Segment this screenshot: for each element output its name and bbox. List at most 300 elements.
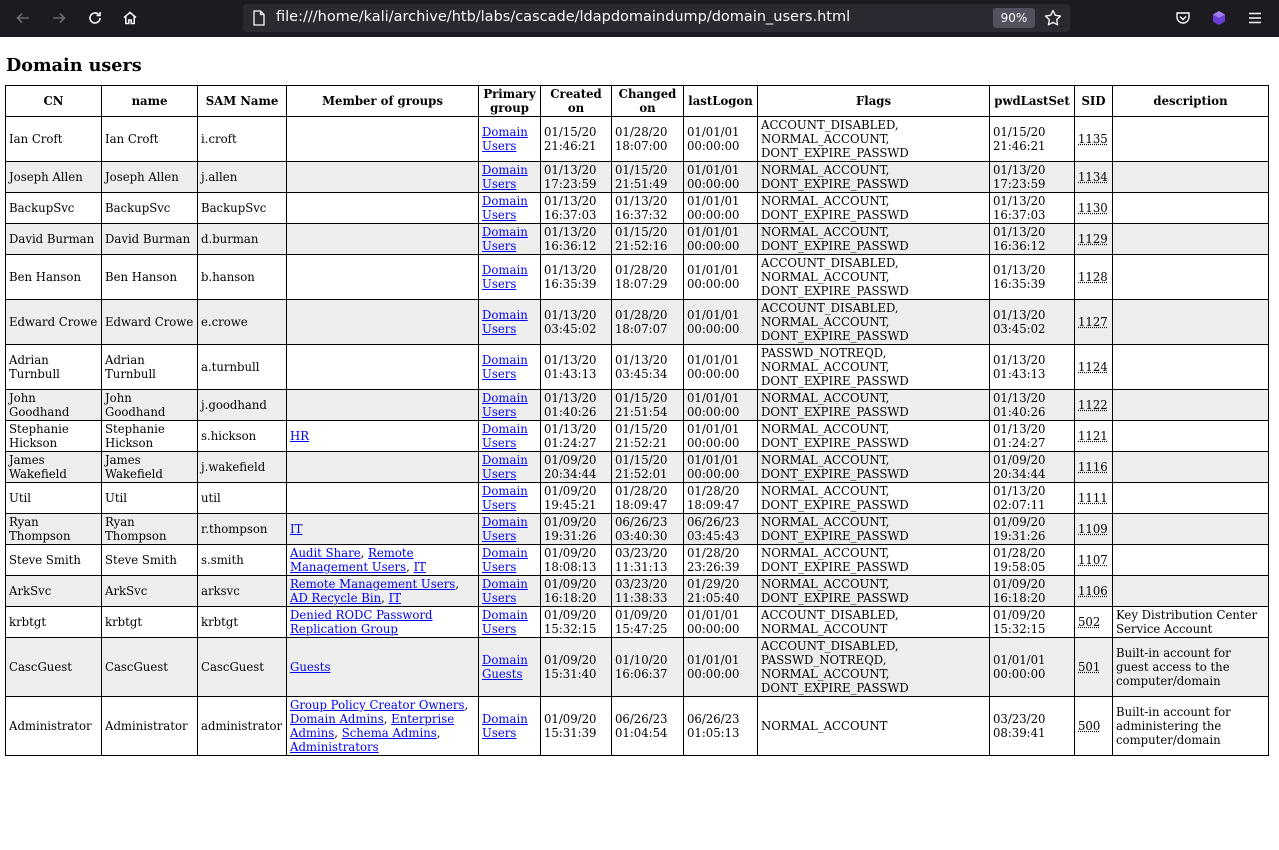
table-row [6,390,1269,421]
sid-cell [1075,697,1113,756]
back-icon[interactable] [10,6,36,30]
primary-group-link[interactable]: Domain Users [482,484,528,512]
member-of-groups-cell [287,162,479,193]
table-row [6,514,1269,545]
sid-cell [1075,576,1113,607]
last-logon-cell: 01/01/01 00:00:00 [684,345,758,390]
primary-group-cell [479,162,541,193]
name-cell: Ryan Thompson [102,514,198,545]
sid-value[interactable]: 1135 [1078,132,1108,146]
flags-cell [758,255,990,300]
sid-cell [1075,452,1113,483]
zoom-level[interactable]: 90% [993,8,1035,28]
group-link[interactable]: IT [388,591,402,605]
cn-cell: David Burman [6,224,102,255]
created-on-cell: 01/13/20 01:40:26 [541,390,612,421]
group-link[interactable]: HR [290,429,309,443]
flag-text: NORMAL_ACCOUNT, [761,194,890,208]
flag-text: NORMAL_ACCOUNT, [761,163,890,177]
changed-on-cell: 01/13/20 03:45:34 [612,345,684,390]
created-on-cell: 01/09/20 19:45:21 [541,483,612,514]
sid-cell [1075,224,1113,255]
created-on-cell: 01/13/20 16:36:12 [541,224,612,255]
sid-cell [1075,638,1113,697]
changed-on-cell: 01/10/20 16:06:37 [612,638,684,697]
description-cell [1113,162,1269,193]
table-row [6,697,1269,756]
primary-group-cell [479,193,541,224]
table-row [6,545,1269,576]
flag-text: ACCOUNT_DISABLED, [761,256,899,270]
flag-text: NORMAL_ACCOUNT, [761,391,890,405]
last-logon-cell: 01/01/01 00:00:00 [684,452,758,483]
table-row [6,117,1269,162]
group-link[interactable]: IT [413,560,426,574]
flag-text: DONT_EXPIRE_PASSWD [761,681,909,695]
flags-cell [758,607,990,638]
changed-on-cell: 01/13/20 16:37:32 [612,193,684,224]
column-header: Primary group [479,86,541,117]
name-cell: Ian Croft [102,117,198,162]
sid-cell [1075,117,1113,162]
description-cell [1113,117,1269,162]
pwd-last-set-cell: 01/13/20 17:23:59 [990,162,1075,193]
flag-text: PASSWD_NOTREQD, [761,653,887,667]
column-header: Created on [541,86,612,117]
primary-group-cell [479,514,541,545]
sid-cell [1075,607,1113,638]
member-of-groups-cell [287,193,479,224]
flag-text: NORMAL_ACCOUNT, [761,515,890,529]
changed-on-cell: 06/26/23 01:04:54 [612,697,684,756]
pwd-last-set-cell: 01/13/20 16:37:03 [990,193,1075,224]
cn-cell: James Wakefield [6,452,102,483]
column-header: SID [1075,86,1113,117]
description-cell [1113,345,1269,390]
sid-cell [1075,421,1113,452]
sam-name-cell: e.crowe [198,300,287,345]
column-header: SAM Name [198,86,287,117]
primary-group-cell [479,224,541,255]
pwd-last-set-cell: 01/13/20 01:24:27 [990,421,1075,452]
pwd-last-set-cell: 01/13/20 01:43:13 [990,345,1075,390]
flags-cell [758,117,990,162]
primary-group-cell [479,607,541,638]
created-on-cell: 01/13/20 01:24:27 [541,421,612,452]
sam-name-cell: b.hanson [198,255,287,300]
sid-value[interactable]: 1111 [1078,491,1108,505]
last-logon-cell: 06/26/23 01:05:13 [684,697,758,756]
changed-on-cell: 01/15/20 21:52:21 [612,421,684,452]
flag-text: DONT_EXPIRE_PASSWD [761,239,909,253]
sam-name-cell: d.burman [198,224,287,255]
last-logon-cell: 01/01/01 00:00:00 [684,607,758,638]
flags-cell [758,421,990,452]
flag-text: DONT_EXPIRE_PASSWD [761,284,909,298]
cn-cell: Util [6,483,102,514]
member-of-groups-cell [287,421,479,452]
sam-name-cell: r.thompson [198,514,287,545]
flag-text: NORMAL_ACCOUNT, [761,577,890,591]
sam-name-cell: arksvc [198,576,287,607]
primary-group-cell [479,638,541,697]
flag-text: ACCOUNT_DISABLED, [761,301,899,315]
primary-group-link[interactable]: Domain Users [482,225,528,253]
table-row [6,224,1269,255]
cn-cell: Steve Smith [6,545,102,576]
browser-toolbar [0,0,1279,38]
changed-on-cell: 01/15/20 21:52:01 [612,452,684,483]
primary-group-cell [479,390,541,421]
member-of-groups-cell [287,638,479,697]
flag-text: NORMAL_ACCOUNT, [761,225,890,239]
name-cell: BackupSvc [102,193,198,224]
sid-cell [1075,300,1113,345]
pwd-last-set-cell: 01/13/20 03:45:02 [990,300,1075,345]
table-header-row [6,86,1269,117]
name-cell: Util [102,483,198,514]
created-on-cell: 01/15/20 21:46:21 [541,117,612,162]
cn-cell: Ben Hanson [6,255,102,300]
table-row [6,300,1269,345]
group-link[interactable]: Denied RODC Password Replication Group [290,608,433,636]
description-cell: Key Distribution Center Service Account [1113,607,1269,638]
primary-group-cell [479,452,541,483]
description-cell [1113,224,1269,255]
last-logon-cell: 01/28/20 18:09:47 [684,483,758,514]
name-cell: Steve Smith [102,545,198,576]
sam-name-cell: j.goodhand [198,390,287,421]
primary-group-link[interactable]: Domain Users [482,546,528,574]
primary-group-link[interactable]: Domain Guests [482,653,528,681]
member-of-groups-cell: Group Policy Creator Owners, Domain Admins, Enterprise Admins, Schema Admins, Administrators [287,697,479,756]
name-cell: James Wakefield [102,452,198,483]
primary-group-link[interactable]: Domain Users [482,515,528,543]
primary-group-link[interactable]: Domain Users [482,263,528,291]
flag-text: ACCOUNT_DISABLED, [761,639,899,653]
table-row [6,345,1269,390]
flags-cell [758,697,990,756]
changed-on-cell: 03/23/20 11:31:13 [612,545,684,576]
member-of-groups-cell [287,224,479,255]
description-cell [1113,452,1269,483]
last-logon-cell: 01/01/01 00:00:00 [684,162,758,193]
sid-value[interactable]: 1129 [1078,232,1108,246]
created-on-cell: 01/09/20 19:31:26 [541,514,612,545]
sid-value[interactable]: 1130 [1078,201,1108,215]
sid-value[interactable]: 500 [1078,719,1101,733]
sid-cell [1075,162,1113,193]
created-on-cell: 01/13/20 01:43:13 [541,345,612,390]
group-link[interactable]: Administrators [290,740,379,754]
sam-name-cell: util [198,483,287,514]
description-cell [1113,514,1269,545]
last-logon-cell: 01/01/01 00:00:00 [684,421,758,452]
flag-text: NORMAL_ACCOUNT, [761,360,890,374]
primary-group-link[interactable]: Domain Users [482,194,528,222]
pwd-last-set-cell: 01/09/20 20:34:44 [990,452,1075,483]
description-cell: Built-in account for guest access to the computer/domain [1113,638,1269,697]
sam-name-cell: s.hickson [198,421,287,452]
last-logon-cell: 01/01/01 00:00:00 [684,390,758,421]
table-row [6,255,1269,300]
column-header: name [102,86,198,117]
page-title: Domain users [6,55,142,76]
flags-cell [758,300,990,345]
group-link[interactable]: Guests [290,660,331,674]
column-header: CN [6,86,102,117]
sam-name-cell: administrator [198,697,287,756]
primary-group-link[interactable]: Domain Users [482,453,528,481]
domain-users-table [5,85,1269,756]
group-link[interactable]: Remote Management Users [290,577,456,591]
sam-name-cell: BackupSvc [198,193,287,224]
created-on-cell: 01/09/20 18:08:13 [541,545,612,576]
sid-value[interactable]: 1127 [1078,315,1108,329]
sid-cell [1075,345,1113,390]
table-row [6,452,1269,483]
created-on-cell: 01/13/20 03:45:02 [541,300,612,345]
flag-text: ACCOUNT_DISABLED, [761,608,899,622]
flag-text: NORMAL_ACCOUNT [761,622,888,636]
page-icon [252,10,266,31]
member-of-groups-cell [287,452,479,483]
changed-on-cell: 01/28/20 18:07:29 [612,255,684,300]
flags-cell [758,390,990,421]
primary-group-link[interactable]: Domain Users [482,163,528,191]
primary-group-link[interactable]: Domain Users [482,422,528,450]
changed-on-cell: 01/15/20 21:52:16 [612,224,684,255]
group-link[interactable]: Group Policy Creator Owners [290,698,465,712]
primary-group-cell [479,697,541,756]
pwd-last-set-cell: 01/13/20 01:40:26 [990,390,1075,421]
group-link[interactable]: Enterprise Admins [290,712,455,740]
flag-text: DONT_EXPIRE_PASSWD [761,329,909,343]
sid-value[interactable]: 1122 [1078,398,1108,412]
flag-text: ACCOUNT_DISABLED, [761,118,899,132]
column-header: description [1113,86,1269,117]
pwd-last-set-cell: 01/09/20 15:32:15 [990,607,1075,638]
cn-cell: Joseph Allen [6,162,102,193]
sam-name-cell: a.turnbull [198,345,287,390]
description-cell [1113,483,1269,514]
name-cell: John Goodhand [102,390,198,421]
created-on-cell: 01/09/20 16:18:20 [541,576,612,607]
flag-text: NORMAL_ACCOUNT, [761,667,890,681]
flags-cell [758,193,990,224]
flag-text: NORMAL_ACCOUNT, [761,132,890,146]
last-logon-cell: 01/01/01 00:00:00 [684,193,758,224]
description-cell [1113,545,1269,576]
primary-group-cell [479,117,541,162]
group-link[interactable]: Remote Management Users [290,546,414,574]
changed-on-cell: 01/15/20 21:51:49 [612,162,684,193]
pwd-last-set-cell: 01/13/20 16:36:12 [990,224,1075,255]
last-logon-cell: 01/01/01 00:00:00 [684,255,758,300]
flag-text: DONT_EXPIRE_PASSWD [761,374,909,388]
name-cell: ArkSvc [102,576,198,607]
last-logon-cell: 01/01/01 00:00:00 [684,300,758,345]
name-cell: Joseph Allen [102,162,198,193]
flags-cell [758,483,990,514]
flag-text: PASSWD_NOTREQD, [761,346,887,360]
table-row [6,483,1269,514]
column-header: Flags [758,86,990,117]
primary-group-cell [479,545,541,576]
flag-text: NORMAL_ACCOUNT, [761,315,890,329]
flag-text: DONT_EXPIRE_PASSWD [761,591,909,605]
flags-cell [758,452,990,483]
sid-value[interactable]: 1134 [1078,170,1108,184]
pocket-icon[interactable] [1170,6,1196,30]
group-link[interactable]: Schema Admins [341,726,437,740]
cn-cell: John Goodhand [6,390,102,421]
column-header: lastLogon [684,86,758,117]
primary-group-link[interactable]: Domain Users [482,125,528,153]
sid-value[interactable]: 501 [1078,660,1101,674]
primary-group-cell [479,345,541,390]
flag-text: DONT_EXPIRE_PASSWD [761,529,909,543]
flag-text: NORMAL_ACCOUNT [761,719,888,733]
sid-value[interactable]: 1121 [1078,429,1108,443]
changed-on-cell: 01/28/20 18:07:07 [612,300,684,345]
group-link[interactable]: Domain Admins [290,712,384,726]
description-cell [1113,193,1269,224]
sid-value[interactable]: 1109 [1078,522,1108,536]
pwd-last-set-cell: 01/28/20 19:58:05 [990,545,1075,576]
flag-text: NORMAL_ACCOUNT, [761,453,890,467]
sam-name-cell: s.smith [198,545,287,576]
primary-group-cell [479,483,541,514]
sid-cell [1075,390,1113,421]
member-of-groups-cell [287,255,479,300]
created-on-cell: 01/09/20 20:34:44 [541,452,612,483]
group-link[interactable]: AD Recycle Bin [290,591,382,605]
sam-name-cell: j.allen [198,162,287,193]
name-cell: Stephanie Hickson [102,421,198,452]
flag-text: DONT_EXPIRE_PASSWD [761,436,909,450]
description-cell [1113,421,1269,452]
changed-on-cell: 01/28/20 18:09:47 [612,483,684,514]
sid-value[interactable]: 1106 [1078,584,1108,598]
name-cell: Administrator [102,697,198,756]
flag-text: DONT_EXPIRE_PASSWD [761,146,909,160]
pwd-last-set-cell: 01/09/20 16:18:20 [990,576,1075,607]
created-on-cell: 01/09/20 15:31:40 [541,638,612,697]
table-row [6,607,1269,638]
pwd-last-set-cell: 01/15/20 21:46:21 [990,117,1075,162]
sid-value[interactable]: 502 [1078,615,1101,629]
cn-cell: Ian Croft [6,117,102,162]
table-row [6,421,1269,452]
sid-cell [1075,193,1113,224]
table-row [6,162,1269,193]
primary-group-cell [479,421,541,452]
name-cell: Edward Crowe [102,300,198,345]
cn-cell: BackupSvc [6,193,102,224]
name-cell: CascGuest [102,638,198,697]
column-header: pwdLastSet [990,86,1075,117]
sid-value[interactable]: 1128 [1078,270,1108,284]
primary-group-link[interactable]: Domain Users [482,353,528,381]
cn-cell: krbtgt [6,607,102,638]
last-logon-cell: 01/29/20 21:05:40 [684,576,758,607]
url-text[interactable]: file:///home/kali/archive/htb/labs/cascade/ldapdomaindump/domain_users.html [276,9,851,25]
sid-value[interactable]: 1116 [1078,460,1108,474]
pwd-last-set-cell: 01/09/20 19:31:26 [990,514,1075,545]
flags-cell [758,224,990,255]
table-row [6,193,1269,224]
flag-text: NORMAL_ACCOUNT, [761,270,890,284]
flag-text: NORMAL_ACCOUNT, [761,546,890,560]
description-cell [1113,300,1269,345]
address-bar[interactable] [243,4,1070,32]
description-cell: Built-in account for administering the computer/domain [1113,697,1269,756]
last-logon-cell: 01/01/01 00:00:00 [684,638,758,697]
pwd-last-set-cell: 01/13/20 02:07:11 [990,483,1075,514]
flags-cell [758,576,990,607]
pwd-last-set-cell: 01/01/01 00:00:00 [990,638,1075,697]
primary-group-link[interactable]: Domain Users [482,577,528,605]
primary-group-link[interactable]: Domain Users [482,608,528,636]
sam-name-cell: CascGuest [198,638,287,697]
pwd-last-set-cell: 01/13/20 16:35:39 [990,255,1075,300]
table-row [6,576,1269,607]
created-on-cell: 01/13/20 16:37:03 [541,193,612,224]
forward-icon[interactable] [46,6,72,30]
flag-text: NORMAL_ACCOUNT, [761,484,890,498]
member-of-groups-cell [287,390,479,421]
flag-text: DONT_EXPIRE_PASSWD [761,208,909,222]
sam-name-cell: krbtgt [198,607,287,638]
name-cell: Adrian Turnbull [102,345,198,390]
sid-value[interactable]: 1124 [1078,360,1108,374]
primary-group-link[interactable]: Domain Users [482,391,528,419]
flag-text: NORMAL_ACCOUNT, [761,422,890,436]
group-link[interactable]: Audit Share [290,546,361,560]
cn-cell: ArkSvc [6,576,102,607]
description-cell [1113,390,1269,421]
primary-group-cell [479,576,541,607]
page-content [0,37,1279,850]
cn-cell: Ryan Thompson [6,514,102,545]
column-header: Changed on [612,86,684,117]
primary-group-cell [479,300,541,345]
menu-icon[interactable] [1242,6,1268,30]
bookmark-star-icon[interactable] [1044,9,1062,32]
group-link[interactable]: IT [290,522,303,536]
changed-on-cell: 06/26/23 03:40:30 [612,514,684,545]
created-on-cell: 01/09/20 15:32:15 [541,607,612,638]
primary-group-cell [479,255,541,300]
sid-value[interactable]: 1107 [1078,553,1108,567]
primary-group-link[interactable]: Domain Users [482,712,528,740]
reload-icon[interactable] [82,6,108,30]
flag-text: DONT_EXPIRE_PASSWD [761,177,909,191]
last-logon-cell: 01/01/01 00:00:00 [684,224,758,255]
sid-cell [1075,255,1113,300]
created-on-cell: 01/09/20 15:31:39 [541,697,612,756]
cn-cell: CascGuest [6,638,102,697]
changed-on-cell: 01/28/20 18:07:00 [612,117,684,162]
primary-group-link[interactable]: Domain Users [482,308,528,336]
flags-cell [758,162,990,193]
sid-cell [1075,514,1113,545]
flags-cell [758,545,990,576]
flags-cell [758,514,990,545]
extension-icon[interactable] [1206,6,1232,30]
home-icon[interactable] [117,6,143,30]
